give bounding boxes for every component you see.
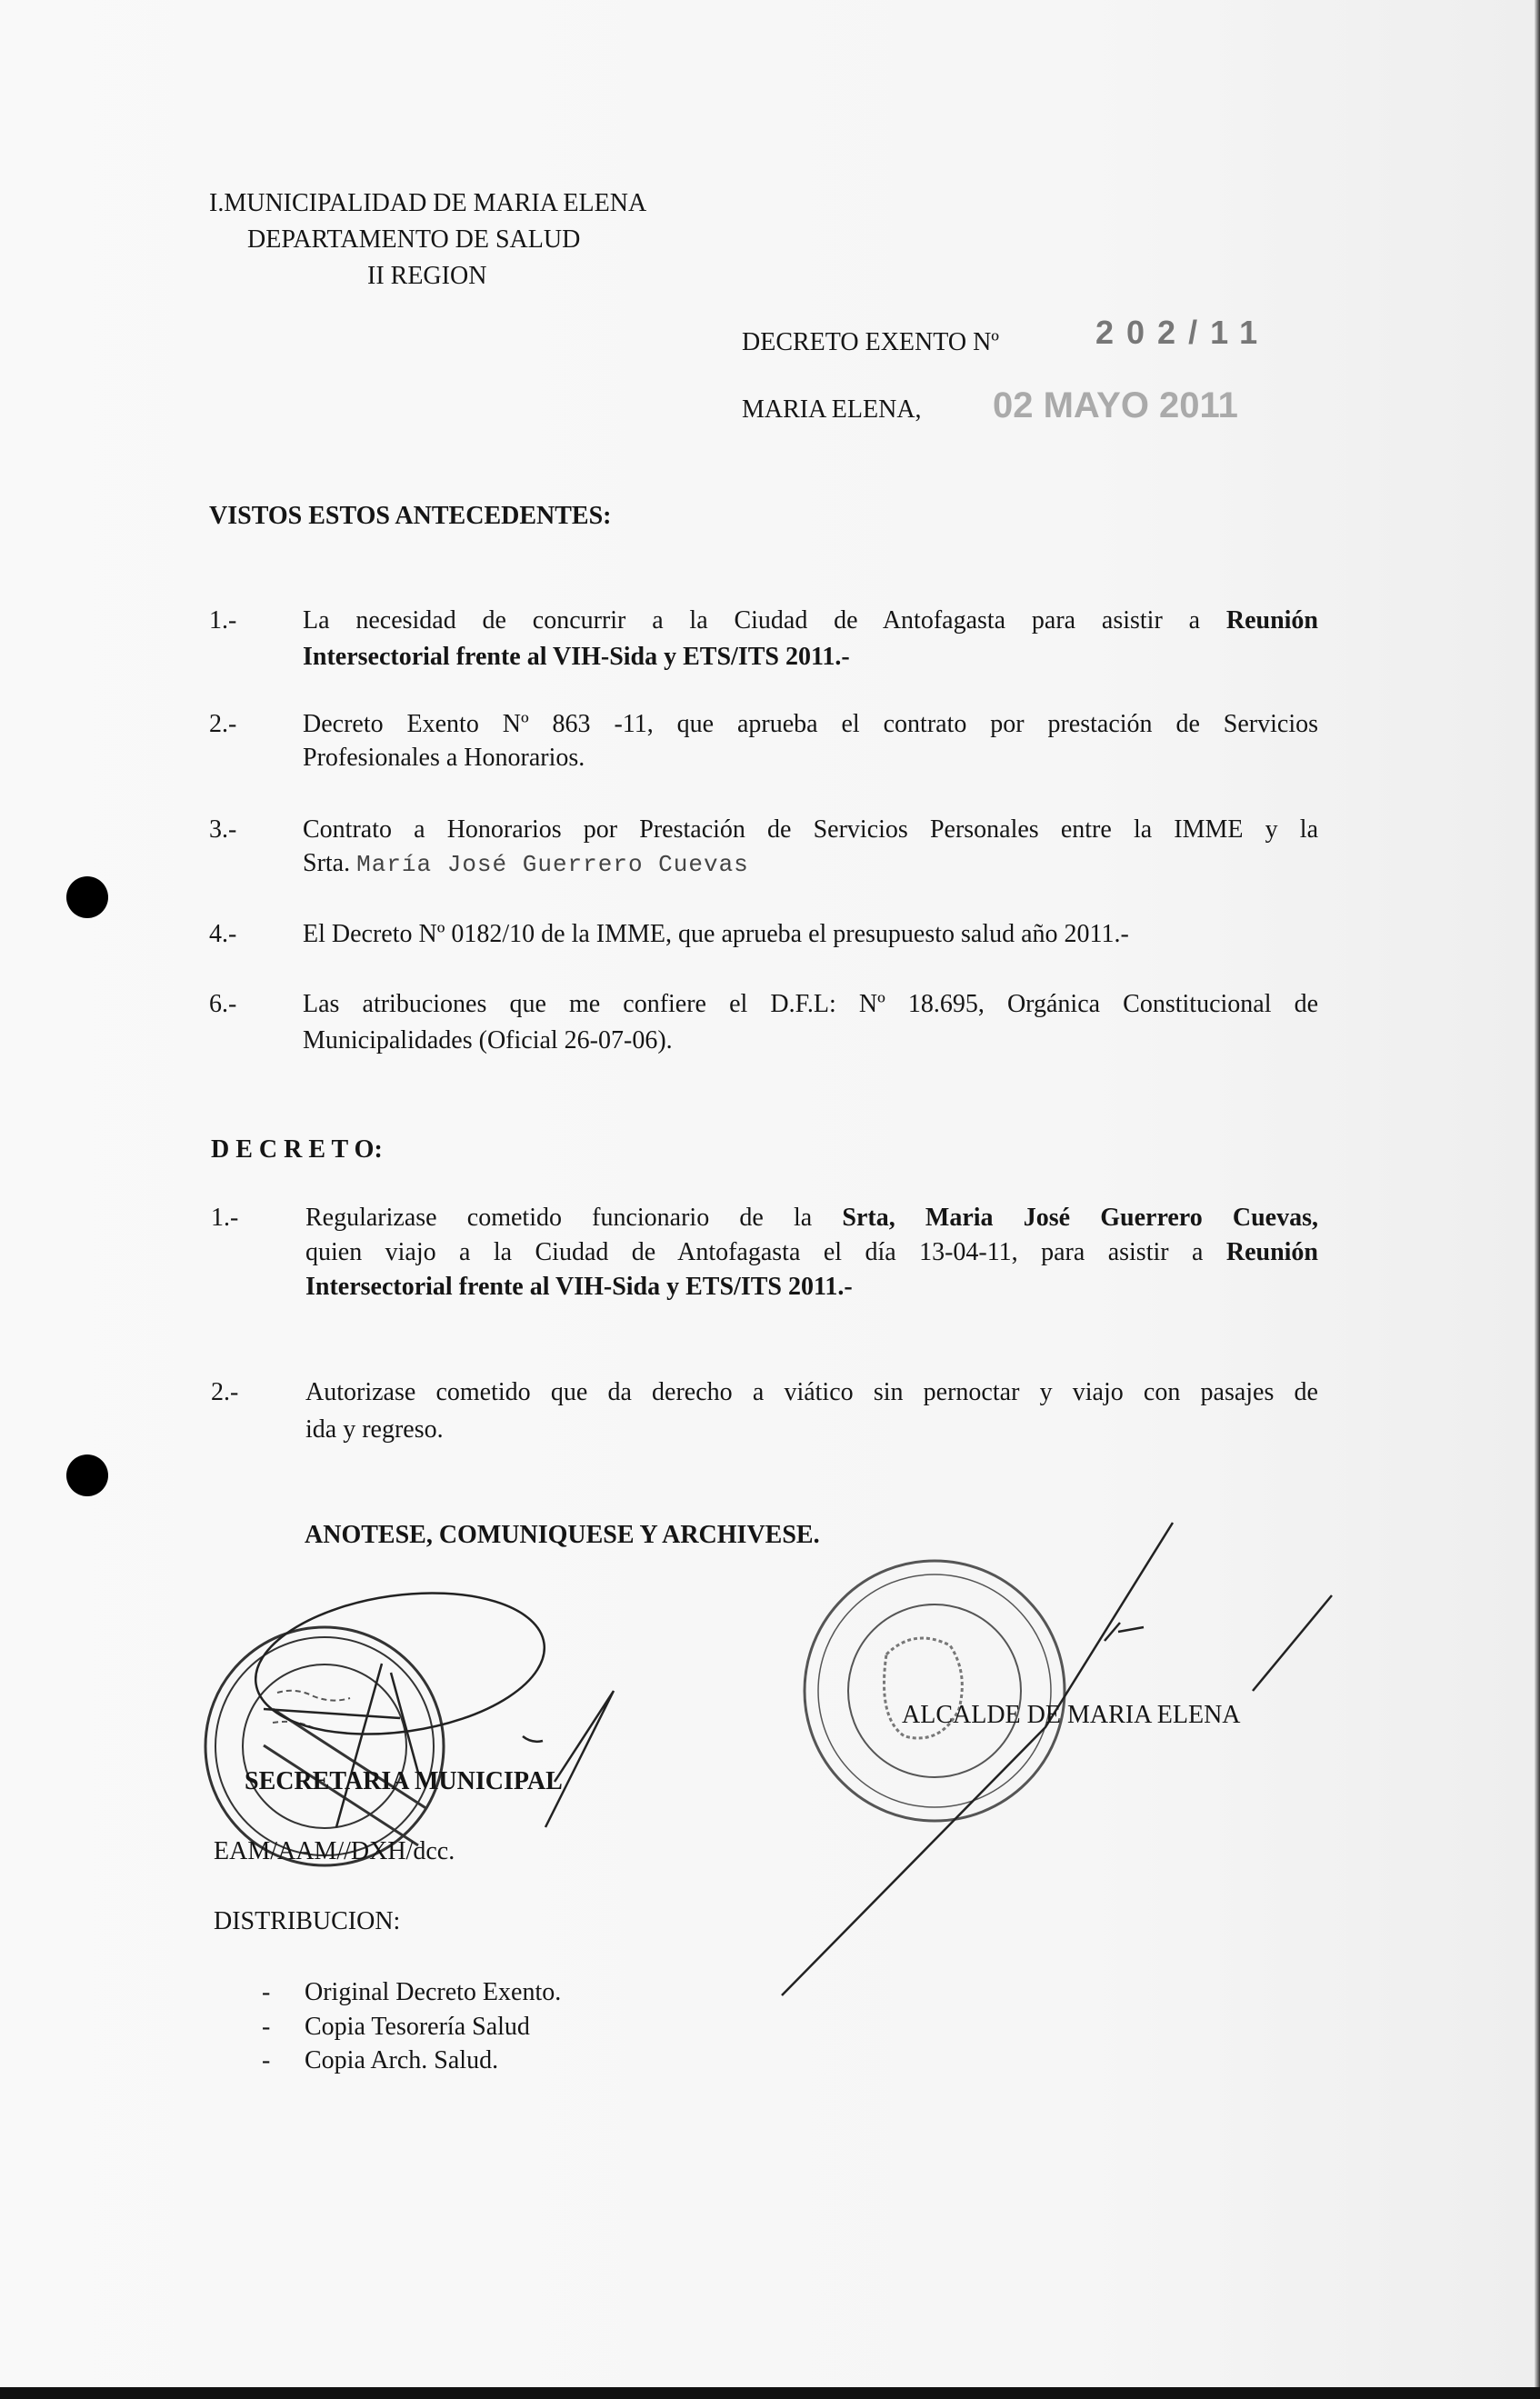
closing-formula: ANOTESE, COMUNIQUESE Y ARCHIVESE.: [305, 1521, 820, 1549]
bold-text: Reunión: [1225, 1238, 1319, 1266]
vistos-item-2-line: Profesionales a Honorarios.: [303, 744, 585, 772]
decreto-title: D E C R E T O:: [211, 1135, 383, 1164]
text: Srta.: [303, 849, 351, 877]
item-number: 3.-: [209, 815, 237, 844]
item-number: 4.-: [209, 920, 237, 948]
distribution-item: Original Decreto Exento.: [305, 1978, 562, 2006]
text: Regularizase cometido funcionario de la: [305, 1204, 813, 1232]
bold-text: Reunión: [1225, 606, 1318, 635]
bold-text: Srta, Maria José Guerrero Cuevas,: [842, 1204, 1319, 1232]
vistos-item-6-line: Las atribuciones que me confiere el D.F.L: Nº 18.695, Orgánica Constitucional de: [303, 990, 1318, 1018]
vistos-item-2-line: Decreto Exento Nº 863 -11, que aprueba el contrato por prestación de Servicios: [303, 710, 1318, 738]
item-number: 1.-: [211, 1204, 239, 1232]
vistos-title: VISTOS ESTOS ANTECEDENTES:: [209, 502, 612, 530]
item-number: 2.-: [209, 710, 237, 738]
typed-name: María José Guerrero Cuevas: [356, 851, 749, 878]
vistos-item-1-line: Intersectorial frente al VIH-Sida y ETS/ITS 2011.-: [303, 643, 850, 671]
signature-secretaria: SECRETARIA MUNICIPAL: [245, 1767, 563, 1795]
place-label: MARIA ELENA,: [742, 395, 922, 424]
decree-number-label: DECRETO EXENTO Nº: [742, 328, 999, 356]
distribution-item: Copia Arch. Salud.: [305, 2046, 499, 2074]
signature-alcalde: ALCALDE DE MARIA ELENA: [902, 1701, 1241, 1729]
vistos-item-3-line: Contrato a Honorarios por Prestación de Servicios Personales entre la IMME y la: [303, 815, 1318, 844]
header-region: II REGION: [367, 262, 487, 290]
header-municipality: I.MUNICIPALIDAD DE MARIA ELENA: [209, 189, 647, 217]
text: La necesidad de concurrir a la Ciudad de Antofagasta para asistir a: [303, 606, 1201, 635]
vistos-item-6-line: Municipalidades (Oficial 26-07-06).: [303, 1026, 673, 1055]
text: quien viajo a la Ciudad de Antofagasta el día 13-04-11, para asistir a: [305, 1238, 1204, 1266]
decreto-item-2-line: Autorizase cometido que da derecho a viático sin pernoctar y viajo con pasajes de: [305, 1378, 1318, 1406]
list-bullet: -: [262, 1978, 271, 2006]
vistos-item-4-line: El Decreto Nº 0182/10 de la IMME, que aprueba el presupuesto salud año 2011.-: [303, 920, 1129, 948]
right-seal: [805, 1561, 1065, 1821]
list-bullet: -: [262, 2046, 271, 2074]
decreto-item-2-line: ida y regreso.: [305, 1415, 444, 1444]
initials: EAM/AAM//DXH/dcc.: [214, 1837, 455, 1865]
decree-number-stamp: 202/11: [1095, 314, 1271, 351]
left-seal: [205, 1627, 444, 1865]
date-stamp: 02 MAYO 2011: [993, 385, 1238, 425]
right-signature: [782, 1523, 1332, 1995]
item-number: 6.-: [209, 990, 237, 1018]
list-bullet: -: [262, 2013, 271, 2041]
distribution-item: Copia Tesorería Salud: [305, 2013, 530, 2041]
item-number: 2.-: [211, 1378, 239, 1406]
distribution-title: DISTRIBUCION:: [214, 1907, 401, 1935]
header-department: DEPARTAMENTO DE SALUD: [247, 225, 581, 254]
item-number: 1.-: [209, 606, 237, 635]
decreto-item-1-line: Intersectorial frente al VIH-Sida y ETS/ITS 2011.-: [305, 1273, 853, 1301]
